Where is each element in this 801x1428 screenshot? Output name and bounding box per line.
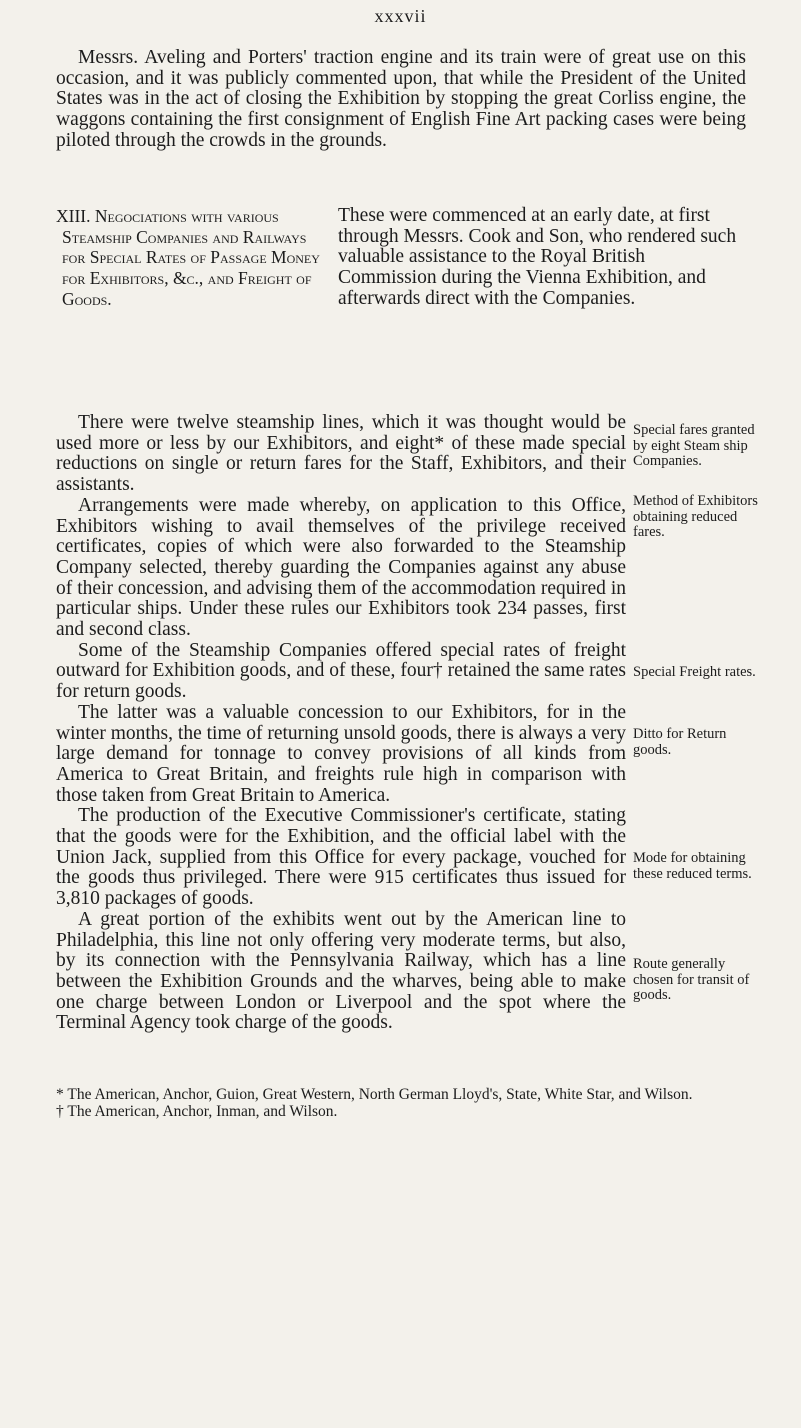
paragraph-arrangements: Arrangements were made whereby, on application to this Office, Exhibitors wishing to avail themselves of the privilege received certificates, copies of which were also forwarded to the Steamship Company selected, thereby guarding the Companies against any abuse of their concession, and advising them of the accommodation required in particular ships. Under these rules our Exhibitors took 234 passes, first and second class. bbox=[56, 494, 626, 641]
footnote-freight-lines: † The American, Anchor, Inman, and Wilson. bbox=[56, 1103, 338, 1120]
paragraph-steamship-lines: There were twelve steamship lines, which it was thought would be used more or less by our Exhibitors, and eight* of these made special reductions on single or return fares for the Staff, Exhibitors, and their assistants. bbox=[56, 412, 626, 496]
margin-note-mode: Mode for obtaining these reduced terms. bbox=[633, 850, 752, 882]
margin-note-method: Method of Exhibitors obtaining reduced fares. bbox=[633, 493, 758, 540]
paragraph-return-goods: The latter was a valuable concession to our Exhibitors, for in the winter months, the time of returning unsold goods, there is always a very large demand for tonnage to convey provisions of all kinds from America to Great Britain, and freights rule high in comparison with those taken from Great Britain to America. bbox=[56, 701, 626, 806]
margin-note-return-goods: Ditto for Return goods. bbox=[633, 726, 727, 758]
margin-note-special-fares: Special fares granted by eight Steam ship Companies. bbox=[633, 422, 755, 469]
footnotes bbox=[56, 1086, 746, 1120]
paragraph-top: Messrs. Aveling and Porters' traction engine and its train were of great use on this occasion, and it was publicly commented upon, that while the President of the United States was in the act of closing the Exhibition by stopping the great Corliss engine, the waggons containing the first consignment of English Fine Art packing cases were being piloted through the crowds in the grounds. bbox=[56, 47, 746, 151]
margin-note-route: Route generally chosen for transit of goods. bbox=[633, 956, 750, 1003]
section-body bbox=[56, 413, 626, 1034]
margin-note-special-freight: Special Freight rates. bbox=[633, 664, 756, 680]
paragraph-american-line: A great portion of the exhibits went out by the American line to Philadelphia, this line not only offering very moderate terms, but also, by its connection with the Pennsylvania Railway, which has a line between the Exhibition Grounds and the wharves, being able to make one charge between London or Liverpool and the spot where the Terminal Agency took charge of the goods. bbox=[56, 908, 626, 1034]
page-number: xxxvii bbox=[374, 6, 427, 26]
section-intro: These were commenced at an early date, at first through Messrs. Cook and Son, who rendered such valuable assistance to the Royal British Commission during the Vienna Exhibition, and afterwards direct with the Companies. bbox=[338, 205, 737, 309]
footnote-steamship-lines: * The American, Anchor, Guion, Great Western, North German Lloyd's, State, White Star, and Wilson. bbox=[56, 1086, 693, 1103]
paragraph-certificates: The production of the Executive Commissioner's certificate, stating that the goods were for the Exhibition, and the official label with the Union Jack, supplied from this Office for every package, vouched for the goods thus privileged. There were 915 certificates thus issued for 3,810 packages of goods. bbox=[56, 805, 626, 910]
paragraph-freight-rates: Some of the Steamship Companies offered special rates of freight outward for Exhibition goods, and of these, four† retained the same rates for return goods. bbox=[56, 639, 626, 703]
section-heading: XIII. Negociations with various Steamship Companies and Railways for Special Rates of Passage Money for Exhibitors, &c., and Freight of Goods. bbox=[56, 206, 320, 309]
